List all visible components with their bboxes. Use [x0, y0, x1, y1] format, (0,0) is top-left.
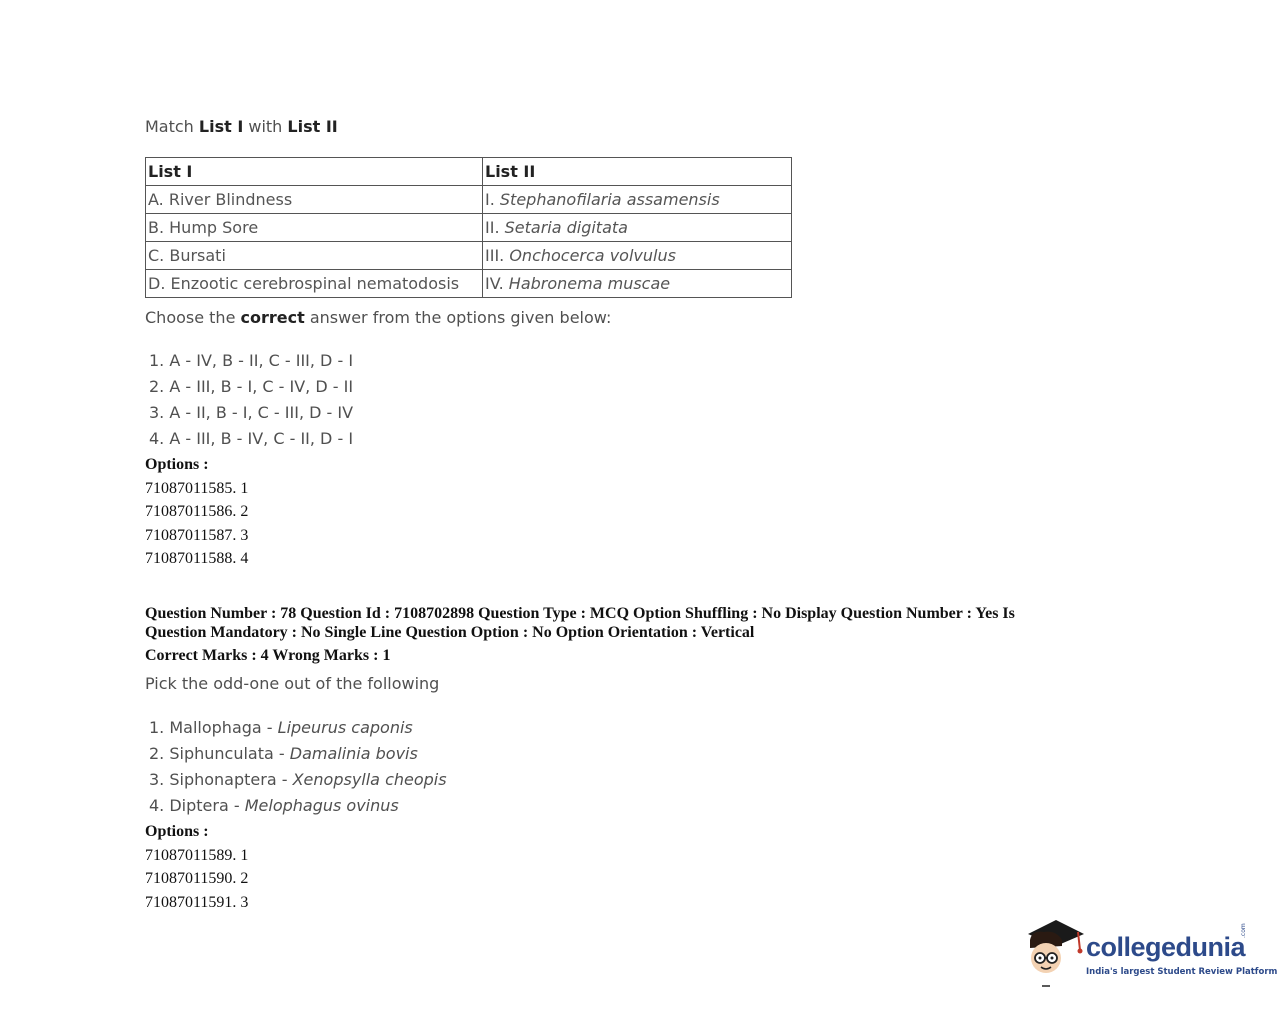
- list-item: 4. Diptera - Melophagus ovinus: [149, 796, 399, 815]
- metadata-line: Question Number : 78 Question Id : 7108702898 Question Type : MCQ Option Shuffling : No Display Question Number : Yes Is: [145, 605, 1015, 622]
- table-header-list-2: List II: [483, 158, 792, 186]
- table-row: [146, 214, 792, 242]
- table-cell-list-1: B. Hump Sore: [146, 214, 483, 242]
- list-item: 4. A - III, B - IV, C - II, D - I: [149, 429, 354, 448]
- logo-tagline: India's largest Student Review Platform: [1086, 967, 1278, 977]
- table-cell-list-2: I. Stephanofilaria assamensis: [483, 186, 792, 214]
- answer-instruction: Choose the correct answer from the options given below:: [145, 308, 612, 327]
- list-item: 3. Siphonaptera - Xenopsylla cheopis: [149, 770, 447, 789]
- answer-choices: [149, 715, 447, 819]
- option-id: 71087011589. 1: [145, 846, 249, 864]
- list-item: 3. A - II, B - I, C - III, D - IV: [149, 403, 354, 422]
- list-item: 1. A - IV, B - II, C - III, D - I: [149, 351, 354, 370]
- question-prompt: Pick the odd-one out of the following: [145, 674, 440, 693]
- metadata-line: Question Mandatory : No Single Line Question Option : No Option Orientation : Vertical: [145, 624, 755, 641]
- table-cell-list-2: III. Onchocerca volvulus: [483, 242, 792, 270]
- table-cell-list-1: D. Enzootic cerebrospinal nematodosis: [146, 270, 483, 298]
- table-row: [146, 186, 792, 214]
- logo-dotcom: .com: [1240, 923, 1247, 938]
- table-cell-list-1: A. River Blindness: [146, 186, 483, 214]
- logo-wordmark: collegedunia: [1086, 932, 1246, 962]
- marks-info: Correct Marks : 4 Wrong Marks : 1: [145, 647, 391, 664]
- table-cell-list-2: II. Setaria digitata: [483, 214, 792, 242]
- options-label: Options :: [145, 456, 209, 473]
- question-intro: Match List I with List II: [145, 117, 338, 136]
- option-id: 71087011590. 2: [145, 870, 249, 887]
- table-header-row: [146, 158, 792, 186]
- options-list: [145, 820, 248, 914]
- table-cell-list-2: IV. Habronema muscae: [483, 270, 792, 298]
- options-label: Options :: [145, 823, 209, 840]
- options-list: [145, 453, 248, 571]
- list-item: 1. Mallophaga - Lipeurus caponis: [149, 718, 413, 737]
- table-cell-list-1: C. Bursati: [146, 242, 483, 270]
- collegedunia-logo: [1022, 918, 1278, 990]
- list-item: 2. A - III, B - I, C - IV, D - II: [149, 377, 354, 396]
- table-row: [146, 242, 792, 270]
- option-id: 71087011585. 1: [145, 479, 249, 497]
- option-id: 71087011587. 3: [145, 526, 249, 544]
- table-row: [146, 270, 792, 298]
- answer-choices: [149, 348, 353, 452]
- option-id: 71087011588. 4: [145, 550, 249, 567]
- question-metadata: [145, 604, 1105, 642]
- option-id: 71087011586. 2: [145, 503, 249, 520]
- table-header-list-1: List I: [146, 158, 483, 186]
- option-id: 71087011591. 3: [145, 893, 249, 911]
- mascot-icon: [1022, 918, 1086, 990]
- match-table: [145, 157, 792, 298]
- list-item: 2. Siphunculata - Damalinia bovis: [149, 744, 418, 763]
